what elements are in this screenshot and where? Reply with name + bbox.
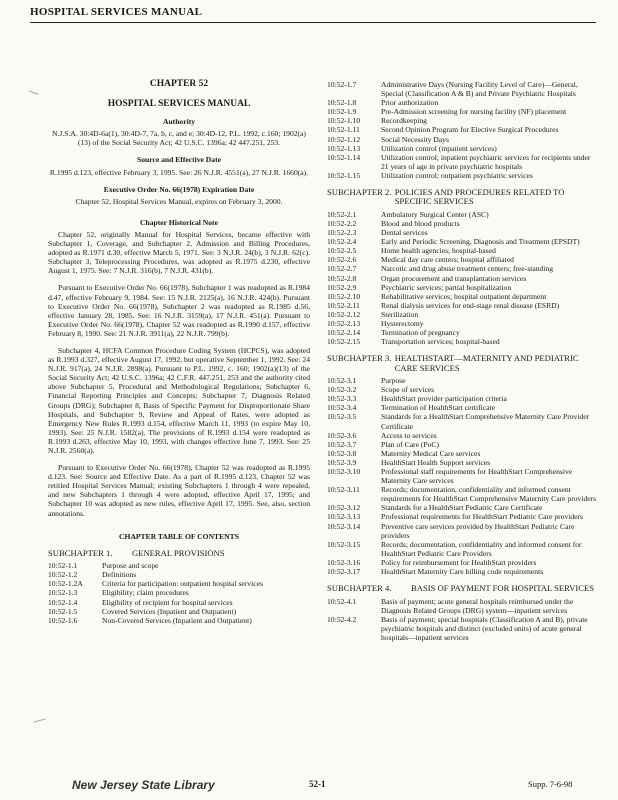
section-title: Criteria for participation: outpatient hospital services: [102, 579, 263, 589]
section-number: 10:52-4.2: [327, 614, 357, 624]
historical-paragraph: Pursuant to Executive Order No. 66(1978), Chapter 52 was readopted as R.1995 d.123. See: Source and Effective Date. As a part of R.1995 d.123, Chapter 52 was retitled Hospital Services Manual; existing Subchapters 1 through 4 were repealed, and new Subchapters 1 through 4 were adopted, effective April 17, 1995; and Subchapter 10 was adopted as new rules, effective April 17, 1995. See, also, section annotations.: [48, 463, 310, 518]
section-title: Basis of payment; acute general hospitals reimbursed under the Diagnosis Related Groups (DRG) system—inpatient services: [381, 596, 574, 615]
subchapter-title: BASIS OF PAYMENT FOR HOSPITAL SERVICES: [411, 583, 595, 594]
section-title: Early and Periodic Screening, Diagnosis and Treatment (EPSDT): [381, 237, 580, 247]
toc-row[interactable]: [48, 598, 310, 607]
section-title: Standards for a HealthStart Pediatric Care Certificate: [381, 503, 543, 513]
section-title: Covered Services (Inpatient and Outpatient): [102, 606, 237, 616]
toc-row[interactable]: [327, 458, 597, 467]
toc-row[interactable]: [327, 503, 597, 512]
subchapter-heading: [327, 584, 597, 593]
toc-row[interactable]: [327, 376, 597, 385]
section-number: 10:52-1.2A: [48, 579, 83, 589]
section-number: 10:52-4.1: [327, 596, 357, 606]
toc-row[interactable]: [327, 274, 597, 283]
toc-row[interactable]: [327, 144, 597, 153]
section-title: Access to services: [381, 430, 437, 440]
toc-row[interactable]: [327, 394, 597, 403]
toc-row[interactable]: [327, 153, 597, 171]
toc-row[interactable]: [327, 264, 597, 273]
running-title: HOSPITAL SERVICES MANUAL: [30, 6, 203, 18]
section-title: Recordkeeping: [381, 116, 427, 126]
section-title: Dental services: [381, 228, 428, 238]
toc-row[interactable]: [327, 337, 597, 346]
subchapter-heading: [48, 549, 310, 558]
section-title: Scope of services: [381, 385, 435, 395]
subchapter-title: GENERAL PROVISIONS: [132, 547, 225, 558]
section-title: Second Opinion Program for Elective Surgical Procedures: [381, 125, 559, 135]
section-title: Preventive care services provided by HealthStart Pediatric Care providers: [381, 521, 575, 540]
section-number: 10:52-3.9: [327, 457, 357, 467]
section-number: 10:52-3.2: [327, 385, 357, 395]
page-number: 52-1: [309, 779, 326, 789]
toc-row[interactable]: [327, 310, 597, 319]
eo-text: Chapter 52, Hospital Services Manual, expires on February 3, 2000.: [75, 196, 283, 206]
section-number: 10:52-3.10: [327, 467, 361, 476]
section-number: 10:52-1.6: [48, 615, 78, 625]
toc-row[interactable]: [327, 283, 597, 292]
toc-list: [327, 376, 597, 576]
section-title: Basis of payment; special hospitals (Classification A and B), private psychiatric hospitals and distinct (excluded units) of acute general hospitals—inpatient services: [381, 614, 588, 642]
toc-row[interactable]: [327, 237, 597, 246]
section-number: 10:52-3.11: [327, 485, 360, 495]
section-title: Rehabilitative services; hospital outpatient department: [381, 291, 547, 301]
section-number: 10:52-2.14: [327, 328, 361, 338]
toc-row[interactable]: [327, 135, 597, 144]
header-rule: [30, 22, 596, 23]
section-number: 10:52-1.2: [48, 570, 78, 580]
section-title: Administrative Days (Nursing Facility Level of Care)—General, Special (Classification A & B) and Private Psychiatric Hospitals: [381, 80, 578, 99]
section-number: 10:52-1.3: [48, 588, 78, 598]
toc-row[interactable]: [327, 219, 597, 228]
left-column: [48, 80, 310, 625]
section-number: 10:52-1.15: [327, 170, 361, 180]
section-title: Narcotic and drug abuse treatment centers; free-standing: [381, 264, 554, 274]
authority-heading: Authority: [162, 117, 196, 127]
toc-row[interactable]: [48, 588, 310, 597]
section-number: 10:52-2.15: [327, 337, 361, 347]
toc-row[interactable]: [327, 228, 597, 237]
section-title: Pre-Admission screening for nursing facility (NF) placement: [381, 107, 567, 117]
toc-row[interactable]: [327, 385, 597, 394]
section-number: 10:52-3.6: [327, 430, 357, 440]
section-number: 10:52-2.7: [327, 264, 357, 274]
section-title: Prior authorization: [381, 98, 439, 108]
section-number: 10:52-2.6: [327, 255, 357, 265]
subchapter-number: SUBCHAPTER 1.: [48, 547, 113, 558]
source-heading: Source and Effective Date: [136, 155, 221, 165]
section-title: Hysterectomy: [381, 318, 424, 328]
toc-row[interactable]: [327, 540, 597, 558]
section-title: Ambulatory Surgical Center (ASC): [381, 209, 489, 219]
toc-list: [327, 80, 597, 180]
subchapter-title: POLICIES AND PROCEDURES RELATED TO SPECIFIC SERVICES: [394, 187, 565, 207]
section-title: Organ procurement and transplantation services: [381, 273, 527, 283]
section-title: HealthStart Health Support services: [381, 457, 491, 467]
section-title: Purpose and scope: [102, 561, 159, 571]
section-number: 10:52-3.3: [327, 394, 357, 404]
section-title: Policy for reimbursement for HealthStart providers: [381, 557, 537, 567]
toc-row[interactable]: [327, 80, 597, 98]
section-title: Non-Covered Services (Inpatient and Outpatient): [102, 615, 252, 625]
historical-paragraph: Chapter 52, originally Manual for Hospital Services, became effective with Subchapter 1, Coverage, and Subchapter 2, Admission and Billing Procedures, adopted as R.1971 d.30, effective March 5, 1971. See: 3 N.J.R. 24(b), 3 N.J.R. 62(c). Subchapter 3, Teleprocessing Procedures, was adopted as R.1975 d.230, effective August 1, 1975. See: 7 N.J.R. 316(b), 7 N.J.R. 431(b).: [48, 229, 310, 276]
toc-row[interactable]: [327, 328, 597, 337]
library-stamp: New Jersey State Library: [72, 778, 215, 792]
section-title: Transportation services; hospital-based: [381, 337, 500, 347]
section-number: 10:52-3.14: [327, 521, 361, 531]
section-number: 10:52-2.8: [327, 273, 357, 283]
toc-row[interactable]: [327, 558, 597, 567]
section-number: 10:52-3.12: [327, 503, 361, 513]
margin-mark: [27, 90, 38, 98]
section-title: HealthStart Maternity Care billing code requirements: [381, 567, 544, 577]
section-number: 10:52-2.1: [327, 209, 357, 219]
section-title: Termination of HealthStart certificate: [381, 403, 495, 413]
toc-row[interactable]: [48, 579, 310, 588]
section-number: 10:52-1.7: [327, 80, 357, 89]
subchapter-number: SUBCHAPTER 4.: [327, 583, 392, 594]
toc-row[interactable]: [327, 615, 597, 642]
eo-heading: Executive Order No. 66(1978) Expiration Date: [103, 184, 255, 194]
section-title: Standards for a HealthStart Comprehensive Maternity Care Provider Certificate: [381, 412, 590, 431]
section-title: Eligibility; claim procedures: [102, 588, 189, 598]
section-title: Sterilization: [381, 309, 419, 319]
section-number: 10:52-1.5: [48, 606, 78, 616]
section-number: 10:52-3.5: [327, 412, 357, 422]
toc-row[interactable]: [327, 485, 597, 503]
section-number: 10:52-2.9: [327, 282, 357, 292]
authority-text: N.J.S.A. 30:4D-6a(1), 30:4D-7, 7a, b, c, and e; 30:4D-12, P.L. 1992, c.160; 1902(a)(13) of the Social Security Act; 42 U.S.C. 1396a; 42 447.251, 253.: [52, 129, 306, 148]
historical-paragraph: Subchapter 4, HCFA Common Procedure Coding System (HCPCS), was adopted as R.1993 d.327, effective August 17, 1992, but operative September 1, 1992. See: 24 N.J.R. 917(a), 24 N.J.R. 2898(a). Pursuant to P.L. 1992, c. 160; 1902(a)(13) of the Social Security Act; 42 U.S.C. 1396a; 42 C.F.R. 447.251, 253 and the authority cited above Subchapter 5, Procedural and Methodological Regulations; Subchapter 6, Financial Reporting Principles and Concepts; Subchapter 7, Diagnosis Related Groups (DRG); Subchapter 8, Basis of Specific Payment for Disproportionate Share Hospitals, and Subchapter 9, Review and Appeal of Rates, were adopted as Emergency New Rules R.1993 d.154, effective March 11, 1993 (to expire May 10, 1993). See: 25 N.J.R. 1582(a). The provisions of R.1993 d.154 were readopted as R.1993 d.263, effective May 10, 1993, with changes effective June 7, 1993. See: 25 N.J.R. 2560(a).: [48, 345, 310, 455]
section-number: 10:52-1.9: [327, 107, 357, 117]
section-number: 10:52-3.15: [327, 539, 361, 549]
toc-row[interactable]: [327, 98, 597, 107]
section-number: 10:52-3.17: [327, 567, 361, 577]
right-column: [327, 80, 597, 642]
toc-list: [327, 597, 597, 642]
toc-heading: CHAPTER TABLE OF CONTENTS: [119, 531, 239, 541]
toc-row[interactable]: [327, 319, 597, 328]
section-number: 10:52-2.5: [327, 246, 357, 256]
section-number: 10:52-2.3: [327, 228, 357, 238]
toc-row[interactable]: [327, 449, 597, 458]
section-number: 10:52-3.4: [327, 403, 357, 413]
section-number: 10:52-2.11: [327, 300, 360, 310]
margin-mark: [34, 719, 47, 727]
toc-row[interactable]: [48, 561, 310, 570]
toc-row[interactable]: [48, 616, 310, 625]
subchapter-heading: [327, 188, 597, 207]
historical-paragraph: Pursuant to Executive Order No. 66(1978), Subchapter 1 was readopted as R.1984 d.47, effective February 9, 1984. See: 15 N.J.R. 2125(a), 16 N.J.R. 424(b). Pursuant to Executive Order No. 66(1978), Subchapter 2 was readopted as R.1985 d.56, effective January 28, 1985. See: 16 N.J.R. 3159(a), 17 N.J.R. 451(a). Pursuant to Executive Order No. 66(1978), Chapter 52 was readopted as R.1990 d.157, effective February 8, 1990. See: 21 N.J.R. 3911(a), 22 N.J.R. 799(b).: [48, 283, 310, 338]
toc-row[interactable]: [327, 292, 597, 301]
toc-row[interactable]: [327, 467, 597, 485]
toc-row[interactable]: [327, 171, 597, 180]
section-number: 10:52-1.10: [327, 116, 361, 126]
section-number: 10:52-3.1: [327, 376, 357, 386]
section-title: Plan of Care (PoC): [381, 439, 439, 449]
toc-list: [327, 210, 597, 346]
toc-row[interactable]: [327, 125, 597, 134]
toc-row[interactable]: [327, 522, 597, 540]
section-number: 10:52-3.16: [327, 557, 361, 567]
toc-row[interactable]: [327, 210, 597, 219]
section-title: Maternity Medical Care services: [381, 448, 481, 458]
section-number: 10:52-1.1: [48, 561, 78, 571]
section-number: 10:52-3.8: [327, 448, 357, 458]
source-text: R.1995 d.123, effective February 3, 1995. See: 26 N.J.R. 4551(a), 27 N.J.R. 1660(a).: [49, 167, 309, 177]
toc-row[interactable]: [48, 570, 310, 579]
section-number: 10:52-1.11: [327, 125, 360, 135]
toc-row[interactable]: [327, 107, 597, 116]
toc-row[interactable]: [327, 412, 597, 430]
section-title: Utilization control (inpatient services): [381, 143, 497, 153]
toc-row[interactable]: [48, 607, 310, 616]
toc-row[interactable]: [327, 431, 597, 440]
subchapter-title: HEALTHSTART—MATERNITY AND PEDIATRIC CARE SERVICES: [394, 353, 579, 373]
section-title: Renal dialysis services for end-stage renal disease (ESRD): [381, 300, 560, 310]
toc-row[interactable]: [327, 246, 597, 255]
section-number: 10:52-2.4: [327, 237, 357, 247]
section-title: Home health agencies; hospital-based: [381, 246, 496, 256]
toc-row[interactable]: [327, 255, 597, 264]
section-title: Termination of pregnancy: [381, 328, 460, 338]
section-number: 10:52-1.13: [327, 143, 361, 153]
supplement-date: Supp. 7-6-98: [528, 779, 573, 789]
section-number: 10:52-2.2: [327, 218, 357, 228]
chapter-label: CHAPTER 52: [149, 79, 209, 89]
toc-row[interactable]: [327, 567, 597, 576]
section-number: 10:52-2.12: [327, 309, 361, 319]
section-number: 10:52-2.13: [327, 318, 361, 328]
historical-note-heading: Chapter Historical Note: [140, 217, 218, 227]
section-title: Utilization control; inpatient psychiatric services for recipients under 21 years of age in private psychiatric hospitals: [381, 152, 591, 171]
section-number: 10:52-3.7: [327, 439, 357, 449]
section-title: Psychiatric services; partial hospitalization: [381, 282, 512, 292]
section-title: Professional staff requirements for HealthStart Comprehensive Maternity Care services: [381, 467, 573, 486]
section-number: 10:52-2.10: [327, 291, 361, 301]
section-title: HealthStart provider participation criteria: [381, 394, 507, 404]
subchapter-heading: [327, 354, 597, 373]
section-title: Definitions: [102, 570, 137, 580]
section-title: Purpose: [381, 376, 406, 386]
section-number: 10:52-1.12: [327, 134, 361, 144]
subchapter-number: SUBCHAPTER 3.: [327, 353, 392, 364]
subchapter-number: SUBCHAPTER 2.: [327, 187, 392, 198]
toc-row[interactable]: [327, 116, 597, 125]
section-title: Records; documentation, confidentiality and informed consent requirements for HealthStart Comprehensive Maternity Care providers: [381, 485, 597, 504]
section-number: 10:52-1.8: [327, 98, 357, 108]
section-title: Medical day care centers; hospital affiliated: [381, 255, 514, 265]
toc-list: [48, 561, 310, 625]
section-title: Professional requirements for HealthStart Pediatric Care providers: [381, 512, 584, 522]
section-title: Eligibility of recipient for hospital services: [102, 597, 233, 607]
section-title: Social Necessity Days: [381, 134, 449, 144]
toc-row[interactable]: [327, 440, 597, 449]
toc-row[interactable]: [327, 301, 597, 310]
section-title: Records; documentation, confidentiality and informed consent for HealthStart Pediatric Care Providers: [381, 539, 582, 558]
section-number: 10:52-1.4: [48, 597, 78, 607]
toc-row[interactable]: [327, 512, 597, 521]
chapter-title: HOSPITAL SERVICES MANUAL: [107, 99, 251, 110]
toc-row[interactable]: [327, 597, 597, 615]
toc-row[interactable]: [327, 403, 597, 412]
section-title: Blood and blood products: [381, 218, 460, 228]
section-number: 10:52-1.14: [327, 152, 361, 162]
section-number: 10:52-3.13: [327, 512, 361, 522]
section-title: Utilization control; outpatient psychiatric services: [381, 170, 533, 180]
